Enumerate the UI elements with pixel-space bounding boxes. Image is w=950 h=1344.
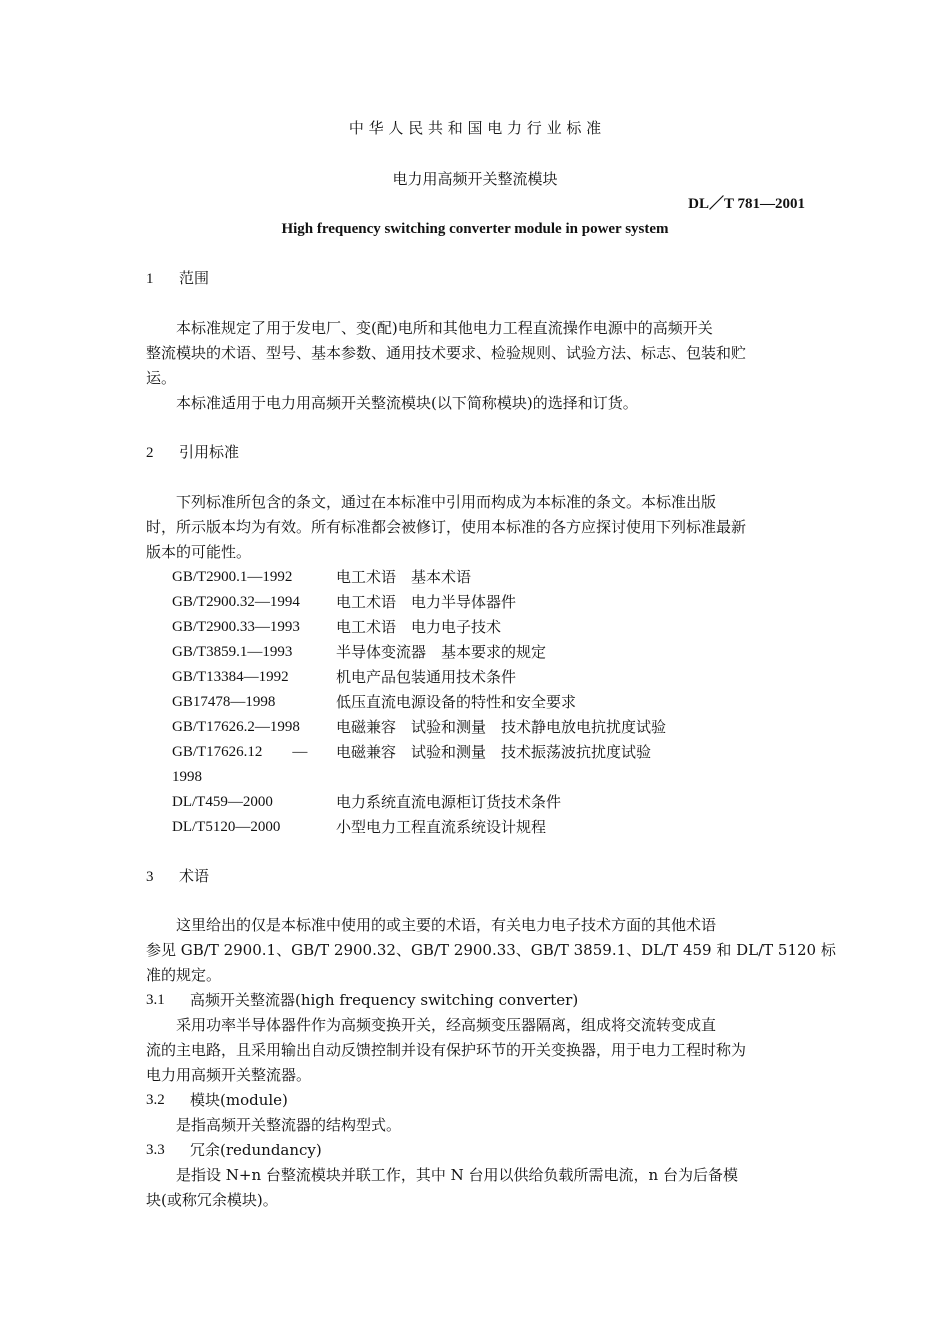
- paragraph-line: 版本的可能性。: [146, 543, 252, 561]
- ref-code: DL/T5120—2000: [172, 819, 281, 835]
- paragraph-line: 本标准规定了用于发电厂、变(配)电所和其他电力工程直流操作电源中的高频开关: [146, 319, 713, 337]
- ref-code: GB/T3859.1—1993: [172, 644, 293, 660]
- term-number: 3.3: [146, 1142, 165, 1158]
- ref-title: 电力系统直流电源柜订货技术条件: [336, 793, 562, 811]
- section-1-heading: [146, 271, 209, 287]
- ref-title: 电工术语 电力电子技术: [336, 618, 502, 636]
- paragraph-line: 块(或称冗余模块)。: [146, 1191, 278, 1209]
- paragraph-line: 本标准适用于电力用高频开关整流模块(以下简称模块)的选择和订货。: [176, 394, 638, 412]
- paragraph-line: 运。: [146, 369, 177, 387]
- term-number: 3.2: [146, 1092, 165, 1108]
- term-title: 冗余(redundancy): [190, 1141, 322, 1159]
- paragraph-line: 参见 GB/T 2900.1、GB/T 2900.32、GB/T 2900.33、GB/T 3859.1、DL/T 459 和 DL/T 5120 标: [146, 941, 836, 959]
- section-title: 引用标准: [179, 443, 240, 461]
- paragraph-line: 采用功率半导体器件作为高频变换开关，经高频变压器隔离，组成将交流转变成直: [146, 1016, 717, 1034]
- ref-code: GB17478—1998: [172, 694, 276, 710]
- paragraph-line: 准的规定。: [146, 966, 222, 984]
- ref-title: 电磁兼容 试验和测量 技术振荡波抗扰度试验: [336, 743, 652, 761]
- standard-category: 中 华 人 民 共 和 国 电 力 行 业 标 准: [348, 119, 602, 137]
- ref-code: 1998: [172, 769, 202, 785]
- ref-code: GB/T2900.1—1992: [172, 569, 293, 585]
- paragraph-line: 是指高频开关整流器的结构型式。: [146, 1116, 402, 1134]
- ref-code: GB/T2900.33—1993: [172, 619, 300, 635]
- section-number: 2: [146, 445, 154, 461]
- ref-code: GB/T17626.2—1998: [172, 719, 300, 735]
- term-title: 模块(module): [190, 1091, 288, 1109]
- section-title: 范围: [179, 269, 210, 287]
- section-3-heading: [146, 869, 209, 885]
- ref-code: DL/T459—2000: [172, 794, 273, 810]
- ref-title: 半导体变流器 基本要求的规定: [336, 643, 547, 661]
- paragraph-line: 这里给出的仅是本标准中使用的或主要的术语，有关电力电子技术方面的其他术语: [146, 916, 717, 934]
- ref-title: 电磁兼容 试验和测量 技术静电放电抗扰度试验: [336, 718, 667, 736]
- paragraph-line: 下列标准所包含的条文，通过在本标准中引用而构成为本标准的条文。本标准出版: [146, 493, 717, 511]
- ref-title: 小型电力工程直流系统设计规程: [336, 818, 547, 836]
- document-title-cn: 电力用高频开关整流模块: [392, 170, 558, 188]
- paragraph-line: 是指设 N+n 台整流模块并联工作，其中 N 台用以供给负载所需电流，n 台为后备模: [146, 1166, 738, 1184]
- ref-code: GB/T13384—1992: [172, 669, 289, 685]
- document-code: DL／T 781—2001: [688, 196, 805, 212]
- document-title-en: High frequency switching converter module in power system: [281, 221, 669, 237]
- ref-title: 电工术语 基本术语: [336, 568, 472, 586]
- section-2-heading: [146, 445, 239, 461]
- ref-code: GB/T17626.12 —: [172, 744, 308, 760]
- paragraph-line: 时，所示版本均为有效。所有标准都会被修订，使用本标准的各方应探讨使用下列标准最新: [146, 518, 747, 536]
- paragraph-line: 整流模块的术语、型号、基本参数、通用技术要求、检验规则、试验方法、标志、包装和贮: [146, 344, 747, 362]
- term-number: 3.1: [146, 992, 165, 1008]
- section-number: 1: [146, 271, 154, 287]
- ref-title: 机电产品包装通用技术条件: [336, 668, 517, 686]
- section-number: 3: [146, 869, 154, 885]
- term-title: 高频开关整流器(high frequency switching converter): [190, 991, 579, 1009]
- ref-title: 电工术语 电力半导体器件: [336, 593, 517, 611]
- ref-code: GB/T2900.32—1994: [172, 594, 300, 610]
- section-title: 术语: [179, 867, 210, 885]
- paragraph-line: 电力用高频开关整流器。: [146, 1066, 312, 1084]
- ref-title: 低压直流电源设备的特性和安全要求: [336, 693, 577, 711]
- paragraph-line: 流的主电路，且采用输出自动反馈控制并设有保护环节的开关变换器，用于电力工程时称为: [146, 1041, 747, 1059]
